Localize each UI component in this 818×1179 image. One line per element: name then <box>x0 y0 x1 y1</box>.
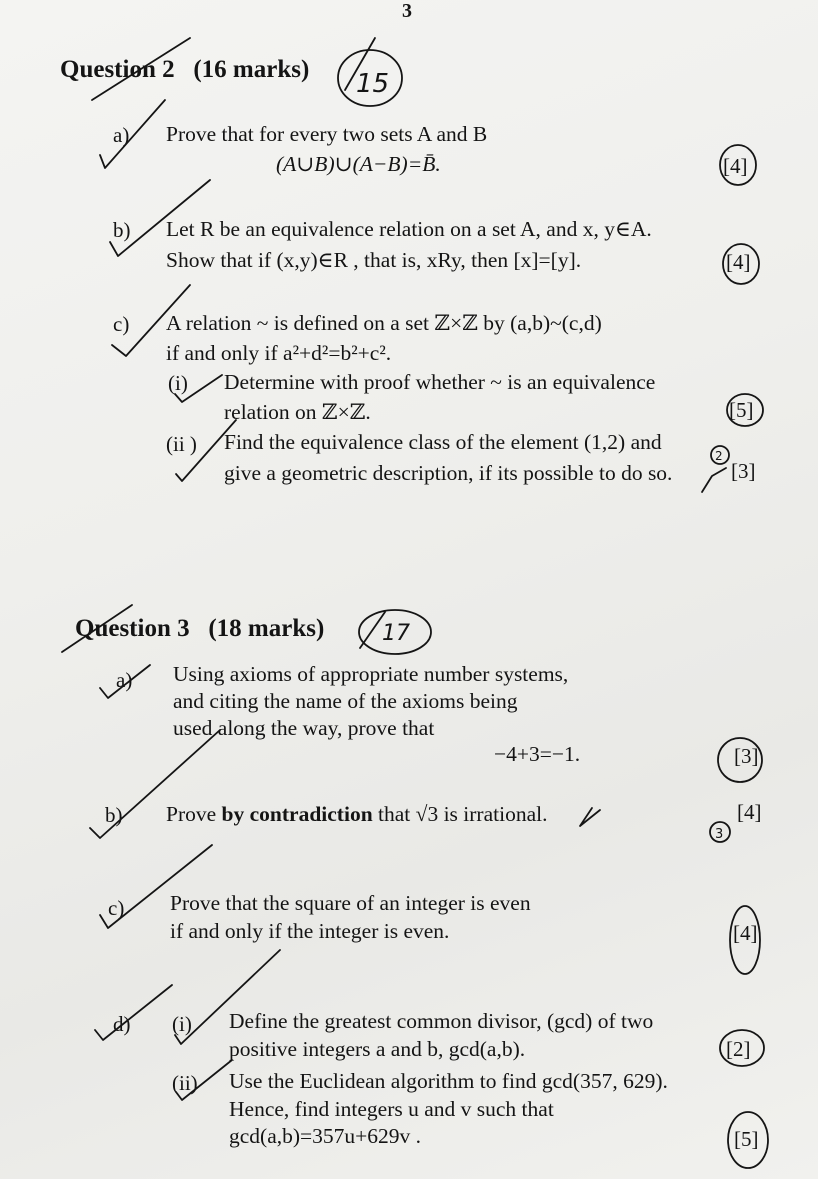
q2-part-c-i-label: (i) <box>168 371 188 395</box>
q3b-tick <box>580 808 600 826</box>
q3-score: 17 <box>382 621 410 646</box>
q3-part-d-ii-label: (ii) <box>172 1071 198 1095</box>
q3-part-a-mark: [3] <box>734 744 759 768</box>
question-2-title <box>60 56 309 84</box>
q3-part-d-ii-line2: Hence, find integers u and v such that <box>229 1097 554 1121</box>
q2cii-mark-tick <box>702 468 726 492</box>
q2-part-a-line1: Prove that for every two sets A and B <box>166 122 488 146</box>
q3-part-b-mark: [4] <box>737 800 762 824</box>
q2-part-c-label: c) <box>113 312 130 336</box>
q3-score-slash <box>360 612 385 648</box>
q2cii-score-circle <box>711 446 729 464</box>
q2-score-slash <box>345 38 375 90</box>
q2-part-c-line1: A relation ~ is defined on a set ℤ×ℤ by (a,b)~(c,d) <box>166 311 602 335</box>
q2-score-circle <box>338 50 402 106</box>
q3-part-d-label: d) <box>113 1012 131 1036</box>
q3-part-a-line3: used along the way, prove that <box>173 716 435 740</box>
q2-part-c-ii-label: (ii ) <box>166 432 197 456</box>
page-number: 3 <box>402 0 412 22</box>
q2-part-c-ii-line1: Find the equivalence class of the element (1,2) and <box>224 430 662 454</box>
question-2-label: Question 2 <box>60 56 175 83</box>
q2-part-b-mark: [4] <box>726 250 751 274</box>
q3b-score-circle <box>710 822 730 842</box>
question-3-marks: (18 marks) <box>208 615 325 642</box>
q2cii-score: 2 <box>715 449 723 463</box>
question-2-marks: (16 marks) <box>193 56 310 83</box>
q3-part-c-line1: Prove that the square of an integer is even <box>170 891 531 915</box>
question-3-label: Question 3 <box>75 615 190 642</box>
q3b-score: 3 <box>715 827 724 842</box>
q3-part-d-ii-mark: [5] <box>734 1127 759 1151</box>
q3-part-a-label: a) <box>116 668 133 692</box>
q3-part-c-label: c) <box>108 896 125 920</box>
q3-part-b-text-pre: Prove <box>166 802 222 826</box>
q3-part-c-line2: if and only if the integer is even. <box>170 919 450 943</box>
q2-part-a-line2: (A∪B)∪(A−B)=B̄. <box>276 152 441 176</box>
q2-part-c-ii-mark: [3] <box>731 459 756 483</box>
q3-part-d-i-label: (i) <box>172 1012 192 1036</box>
q2-part-a-mark: [4] <box>723 154 748 178</box>
q3-part-a-line4: −4+3=−1. <box>494 742 581 766</box>
q3-part-d-i-mark: [2] <box>726 1037 751 1061</box>
q2-part-c-ii-line2: give a geometric description, if its possible to do so. <box>224 461 673 485</box>
q2-part-c-line2: if and only if a²+d²=b²+c². <box>166 341 392 365</box>
q3-part-d-i-line1: Define the greatest common divisor, (gcd) of two <box>229 1009 654 1033</box>
q2-part-c-i-mark: [5] <box>729 398 754 422</box>
q2-score: 15 <box>356 69 390 99</box>
q2-part-b-label: b) <box>113 218 131 242</box>
q3-part-b-text <box>166 800 547 829</box>
q3-part-b-text-bold: by contradiction <box>221 802 373 826</box>
check-mark-q2a <box>100 100 165 168</box>
q2-part-b-line1: Let R be an equivalence relation on a set A, and x, y∈A. <box>166 217 652 241</box>
q3-part-a-line2: and citing the name of the axioms being <box>173 689 518 713</box>
q3-part-b-text-post: that √3 is irrational. <box>372 802 548 826</box>
q2-part-a-label: a) <box>113 123 130 147</box>
q3-score-circle <box>359 610 431 654</box>
q3-part-d-ii-line1: Use the Euclidean algorithm to find gcd(357, 629). <box>229 1069 668 1093</box>
q3-part-c-mark: [4] <box>733 921 758 945</box>
q3-part-b-label: b) <box>105 803 123 827</box>
q2-part-c-i-line1: Determine with proof whether ~ is an equivalence <box>224 370 656 394</box>
question-3-title <box>75 615 324 643</box>
check-mark-q3d <box>95 985 172 1040</box>
q3-part-d-ii-line3: gcd(a,b)=357u+629v . <box>229 1124 422 1148</box>
q3-part-d-i-line2: positive integers a and b, gcd(a,b). <box>229 1037 526 1061</box>
q3-part-a-line1: Using axioms of appropriate number systems, <box>173 662 569 686</box>
q2-part-b-line2: Show that if (x,y)∈R , that is, xRy, then [x]=[y]. <box>166 248 582 272</box>
q2-part-c-i-line2: relation on ℤ×ℤ. <box>224 400 371 424</box>
